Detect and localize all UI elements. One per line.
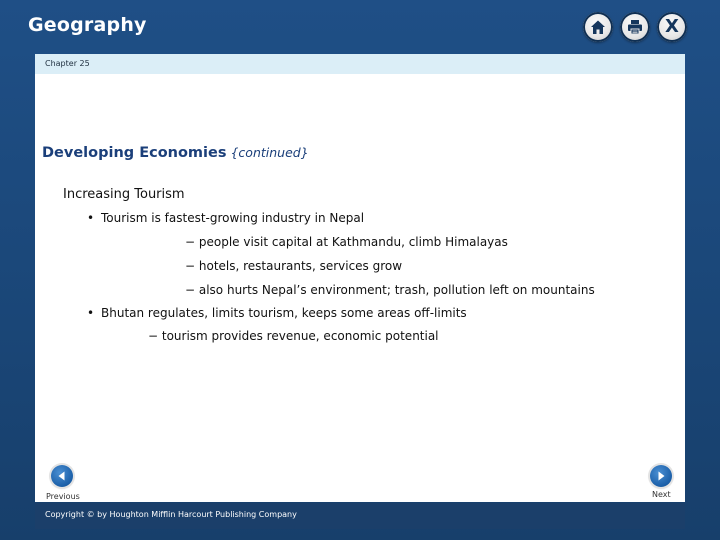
slide-panel	[35, 54, 685, 502]
chapter-bar	[35, 54, 685, 74]
bullet-item	[87, 306, 467, 320]
chapter-label: Chapter 25	[45, 59, 90, 68]
close-icon: X	[665, 16, 679, 37]
slide-title	[42, 145, 309, 161]
next-label[interactable]: Next	[652, 490, 671, 499]
sub-item: − tourism provides revenue, economic potential	[148, 329, 439, 343]
bullet-item	[87, 211, 364, 225]
sub-item: − also hurts Nepal’s environment; trash, pollution left on mountains	[185, 283, 595, 297]
arrow-right-icon	[655, 470, 667, 482]
copyright-text: Copyright © by Houghton Mifflin Harcourt Publishing Company	[45, 510, 297, 519]
previous-button[interactable]	[51, 465, 73, 487]
arrow-left-icon	[56, 470, 68, 482]
bullet-marker: •	[87, 211, 95, 225]
top-nav	[583, 12, 687, 42]
bullet-marker: •	[87, 306, 95, 320]
print-button[interactable]	[620, 12, 650, 42]
app-title: Geography	[28, 14, 147, 36]
sub-item: − hotels, restaurants, services grow	[185, 259, 403, 273]
section-heading: Increasing Tourism	[63, 187, 185, 202]
previous-label[interactable]: Previous	[46, 492, 80, 501]
next-button[interactable]	[650, 465, 672, 487]
slide-title-suffix: {continued}	[230, 145, 309, 160]
home-button[interactable]	[583, 12, 613, 42]
slide-title-text: Developing Economies	[42, 145, 227, 161]
sub-item: − people visit capital at Kathmandu, climb Himalayas	[185, 235, 508, 249]
print-icon	[626, 18, 644, 36]
bullet-text: Bhutan regulates, limits tourism, keeps some areas off-limits	[101, 306, 467, 320]
bullet-text: Tourism is fastest-growing industry in Nepal	[101, 211, 365, 225]
home-icon	[589, 18, 607, 36]
close-button[interactable]	[657, 12, 687, 42]
footer-bar	[35, 503, 685, 529]
